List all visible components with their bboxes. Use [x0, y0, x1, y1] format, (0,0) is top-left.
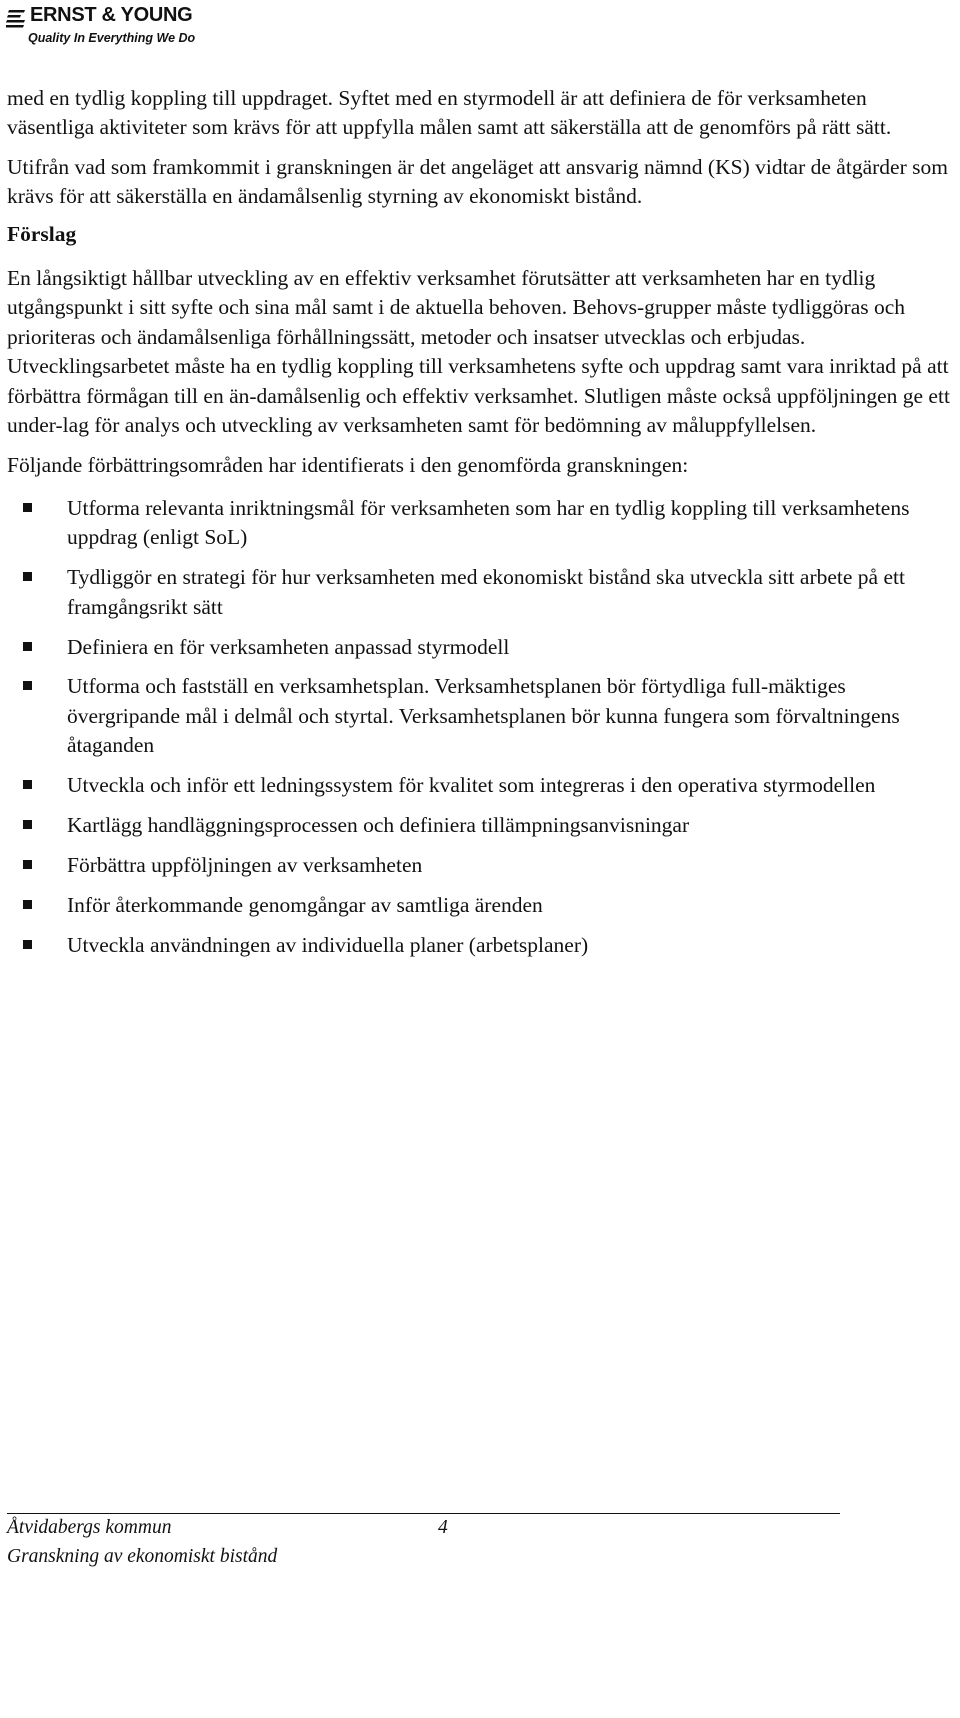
list-item-text: Utforma och fastställ en verksamhetsplan. Verksamhetsplanen bör förtydliga full-mäktiges övergripande mål i delmål och styrtal. Verksamhetsplanen bör kunna fungera som förvaltningens åtaganden	[67, 674, 900, 758]
bullet-square-icon	[23, 860, 32, 869]
bullet-square-icon	[23, 820, 32, 829]
list-item-text: Utveckla användningen av individuella planer (arbetsplaner)	[67, 932, 589, 957]
list-item	[7, 563, 952, 622]
list-item-text: Utforma relevanta inriktningsmål för verksamheten som har en tydlig koppling till verksamhetens uppdrag (enligt SoL)	[67, 495, 910, 550]
bullet-square-icon	[23, 940, 32, 949]
list-item	[7, 851, 952, 880]
document-body	[7, 84, 952, 971]
logo-bars-icon	[6, 8, 26, 28]
logo-company-name: ERNST & YOUNG	[30, 4, 193, 26]
improvement-list	[7, 494, 952, 960]
bullet-square-icon	[23, 642, 32, 651]
list-item-text: Förbättra uppföljningen av verksamheten	[67, 852, 423, 877]
list-item	[7, 633, 952, 662]
bullet-square-icon	[23, 780, 32, 789]
list-item-text: Tydliggör en strategi för hur verksamheten med ekonomiskt bistånd ska utveckla sitt arbete på ett framgångsrikt sätt	[67, 565, 905, 619]
list-item-text: Utveckla och inför ett ledningssystem för kvalitet som integreras i den operativa styrmodellen	[67, 773, 876, 798]
recommendation-paragraph: Utifrån vad som framkommit i granskningen är det angeläget att ansvarig nämnd (KS) vidtar de åtgärder som krävs för att säkerställa en ändamålsenlig styrning av ekonomiskt bistånd.	[7, 154, 948, 209]
list-item	[7, 891, 952, 920]
proposal-paragraph: En långsiktigt hållbar utveckling av en effektiv verksamhet förutsätter att verksamheten har en tydlig utgångspunkt i sitt syfte och sina mål samt i de aktuella behoven. Behovs-grupper måste tydliggöras och prioriteras och ändamålsenliga förhållningssätt, metoder och insatser utvecklas och erbjudas. Utvecklingsarbetet måste ha en tydlig koppling till verksamhetens syfte och uppdrag samt vara inriktad på att förbättra förmågan till en än-damålsenlig och effektiv verksamhet. Slutligen måste också uppföljningen ge ett under-lag för analys och utveckling av verksamheten samt för bedömning av måluppfyllelsen.	[7, 266, 950, 438]
company-logo	[6, 4, 206, 50]
list-item	[7, 771, 952, 800]
bullet-square-icon	[23, 503, 32, 512]
list-item-text: Kartlägg handläggningsprocessen och definiera tillämpningsanvisningar	[67, 813, 690, 838]
footer-report-title: Granskning av ekonomiskt bistånd	[7, 1546, 278, 1567]
footer-text	[7, 1513, 277, 1571]
logo-tagline: Quality In Everything We Do	[28, 31, 196, 45]
bullet-square-icon	[23, 572, 32, 581]
improvement-lead: Följande förbättringsområden har identifierats i den genomförda granskningen:	[7, 453, 689, 478]
footer-organization: Åtvidabergs kommun	[7, 1517, 172, 1538]
intro-paragraph: med en tydlig koppling till uppdraget. Syftet med en styrmodell är att definiera de för verksamheten väsentliga aktiviteter som krävs för att uppfylla målen samt att säkerställa att de genomförs på rätt sätt.	[7, 86, 892, 140]
list-item	[7, 494, 952, 553]
bullet-square-icon	[23, 681, 32, 690]
section-heading: Förslag	[7, 221, 77, 246]
list-item	[7, 672, 952, 760]
list-item	[7, 931, 952, 960]
bullet-square-icon	[23, 900, 32, 909]
page-number: 4	[438, 1517, 448, 1538]
list-item	[7, 811, 952, 840]
list-item-text: Definiera en för verksamheten anpassad styrmodell	[67, 634, 510, 659]
list-item-text: Inför återkommande genomgångar av samtliga ärenden	[67, 892, 543, 917]
